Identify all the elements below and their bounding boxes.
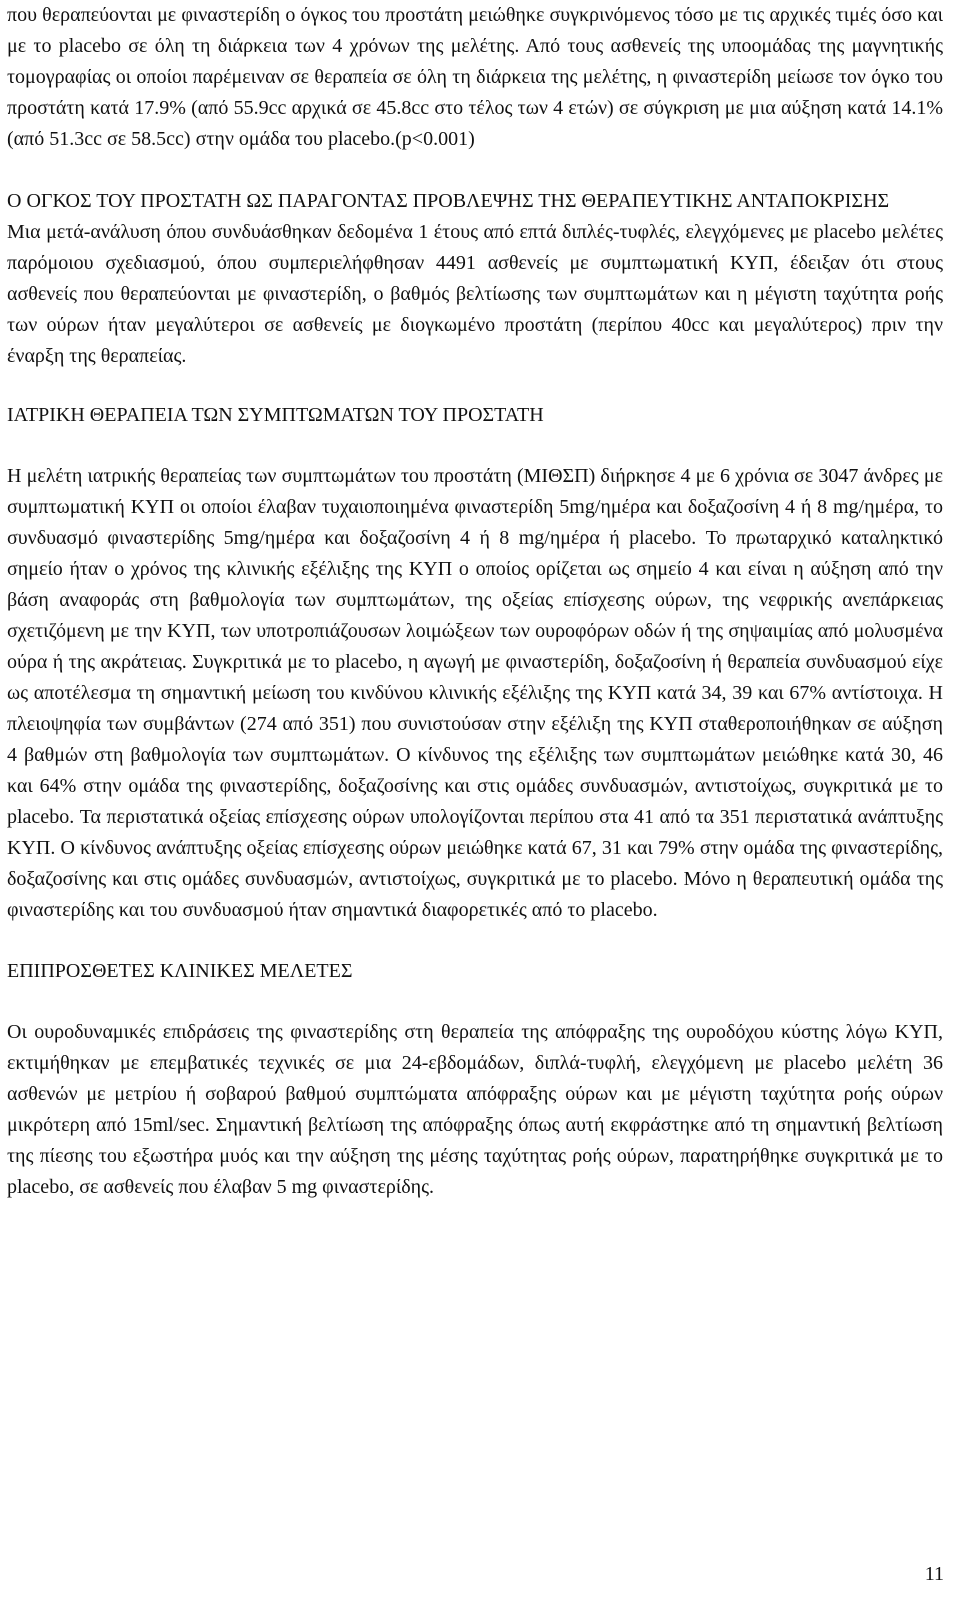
page-number: 11 <box>924 1563 944 1585</box>
section-heading-additional-studies: ΕΠΙΠΡΟΣΘΕΤΕΣ ΚΛΙΝΙΚΕΣ ΜΕΛΕΤΕΣ <box>7 960 353 982</box>
section-body-additional-studies: Οι ουροδυναμικές επιδράσεις της φιναστερίδης στη θεραπεία της απόφραξης της ουροδόχου κύστης λόγω ΚΥΠ, εκτιμήθηκαν με επεμβατικές τεχνικές σε μια 24-εβδομάδων, διπλά-τυφλή, ελεγχόμενη με placebo μελέτη 36 ασθενών με μετρίου ή σοβαρού βαθμού συμπτώματα απόφραξης ούρων και με μέγιστη ταχύτητα ροής ούρων μικρότερη από 15ml/sec. Σημαντική βελτίωση της απόφραξης όπως αυτή εκφράστηκε από τη σημαντική βελτίωση της πίεσης του εξωστήρα μυός και την αύξηση της μέσης ταχύτητας ροής ούρων, παρατηρήθηκε συγκριτικά με το placebo, σε ασθενείς που έλαβαν 5 mg φιναστερίδης. <box>7 1021 943 1198</box>
section-heading-prostate-volume: Ο ΟΓΚΟΣ ΤΟΥ ΠΡΟΣΤΑΤΗ ΩΣ ΠΑΡΑΓΟΝΤΑΣ ΠΡΟΒΛΕΨΗΣ ΤΗΣ ΘΕΡΑΠΕΥΤΙΚΗΣ ΑΝΤΑΠΟΚΡΙΣΗΣ <box>7 190 890 212</box>
section-body-prostate-volume: Μια μετά-ανάλυση όπου συνδυάσθηκαν δεδομένα 1 έτους από επτά διπλές-τυφλές, ελεγχόμενες με placebo μελέτες παρόμοιου σχεδιασμού, όπου συμπεριελήφθησαν 4491 ασθενείς με συμπτωματική ΚΥΠ, έδειξαν ότι στους ασθενείς που θεραπεύονται με φιναστερίδη, ο βαθμός βελτίωσης των συμπτωμάτων και η μέγιστη ταχύτητα ροής των ούρων ήταν μεγαλύτεροι σε ασθενείς με διογκωμένο προστάτη (περίπου 40cc και μεγαλύτερος) πριν την έναρξη της θεραπείας. <box>7 221 943 367</box>
document-page <box>7 0 943 1203</box>
section-heading-medical-therapy: ΙΑΤΡΙΚΗ ΘΕΡΑΠΕΙΑ ΤΩΝ ΣΥΜΠΤΩΜΑΤΩΝ ΤΟΥ ΠΡΟΣΤΑΤΗ <box>7 404 544 426</box>
intro-paragraph: που θεραπεύονται με φιναστερίδη ο όγκος του προστάτη μειώθηκε συγκρινόμενος τόσο με τις αρχικές τιμές όσο και με το placebo σε όλη τη διάρκεια των 4 χρόνων της μελέτης. Από τους ασθενείς της υποομάδας της μαγνητικής τομογραφίας οι οποίοι παρέμειναν σε θεραπεία σε όλη τη διάρκεια της μελέτης, η φιναστερίδη μείωσε τον όγκο του προστάτη κατά 17.9% (από 55.9cc αρχικά σε 45.8cc στο τέλος των 4 ετών) σε σύγκριση με μια αύξηση κατά 14.1% (από 51.3cc σε 58.5cc) στην ομάδα του placebo.(p<0.001) <box>7 4 943 150</box>
section-body-medical-therapy: Η μελέτη ιατρικής θεραπείας των συμπτωμάτων του προστάτη (ΜΙΘΣΠ) διήρκησε 4 με 6 χρόνια σε 3047 άνδρες με συμπτωματική ΚΥΠ οι οποίοι έλαβαν τυχαιοποιημένα φιναστερίδη 5mg/ημέρα και δοξαζοσίνη 4 ή 8 mg/ημέρα, το συνδυασμό φιναστερίδης 5mg/ημέρα και δοξαζοσίνη 4 ή 8 mg/ημέρα ή placebo. Το πρωταρχικό καταληκτικό σημείο ήταν ο χρόνος της κλινικής εξέλιξης της ΚΥΠ ο οποίος ορίζεται ως σημείο 4 και είναι η αύξηση από την βάση αναφοράς στη βαθμολογία των συμπτωμάτων, της οξείας επίσχεσης ούρων, της νεφρικής ανεπάρκειας σχετιζόμενη με την ΚΥΠ, των υποτροπιάζουσων λοιμώξεων των ουροφόρων οδών ή της σηψαιμίας από μολυσμένα ούρα ή της ακράτειας. Συγκριτικά με το placebo, η αγωγή με φιναστερίδη, δοξαζοσίνη ή θεραπεία συνδυασμού είχε ως αποτέλεσμα τη σημαντική μείωση του κινδύνου κλινικής εξέλιξης της ΚΥΠ κατά 34, 39 και 67% αντίστοιχα. Η πλειοψηφία των συμβάντων (274 από 351) που συνιστούσαν στην εξέλιξη της ΚΥΠ σταθεροποιήθηκαν σε αύξηση 4 βαθμών στη βαθμολογία των συμπτωμάτων. Ο κίνδυνος της εξέλιξης των συμπτωμάτων μειώθηκε κατά 30, 46 και 64% στην ομάδα της φιναστερίδης, δοξαζοσίνης και στις ομάδες συνδυασμών, αντιστοίχως, συγκριτικά με το placebo. Τα περιστατικά οξείας επίσχεσης ούρων υπολογίζονται περίπου στα 41 από τα 351 περιστατικά ανάπτυξης ΚΥΠ. Ο κίνδυνος ανάπτυξης οξείας επίσχεσης ούρων μειώθηκε κατά 67, 31 και 79% στην ομάδα της φιναστερίδης, δοξαζοσίνης και στις ομάδες συνδυασμών, αντιστοίχως, συγκριτικά με το placebo. Μόνο η θεραπευτική ομάδα της φιναστερίδης και του συνδυασμού ήταν σημαντικά διαφορετικές από το placebo. <box>7 465 943 921</box>
